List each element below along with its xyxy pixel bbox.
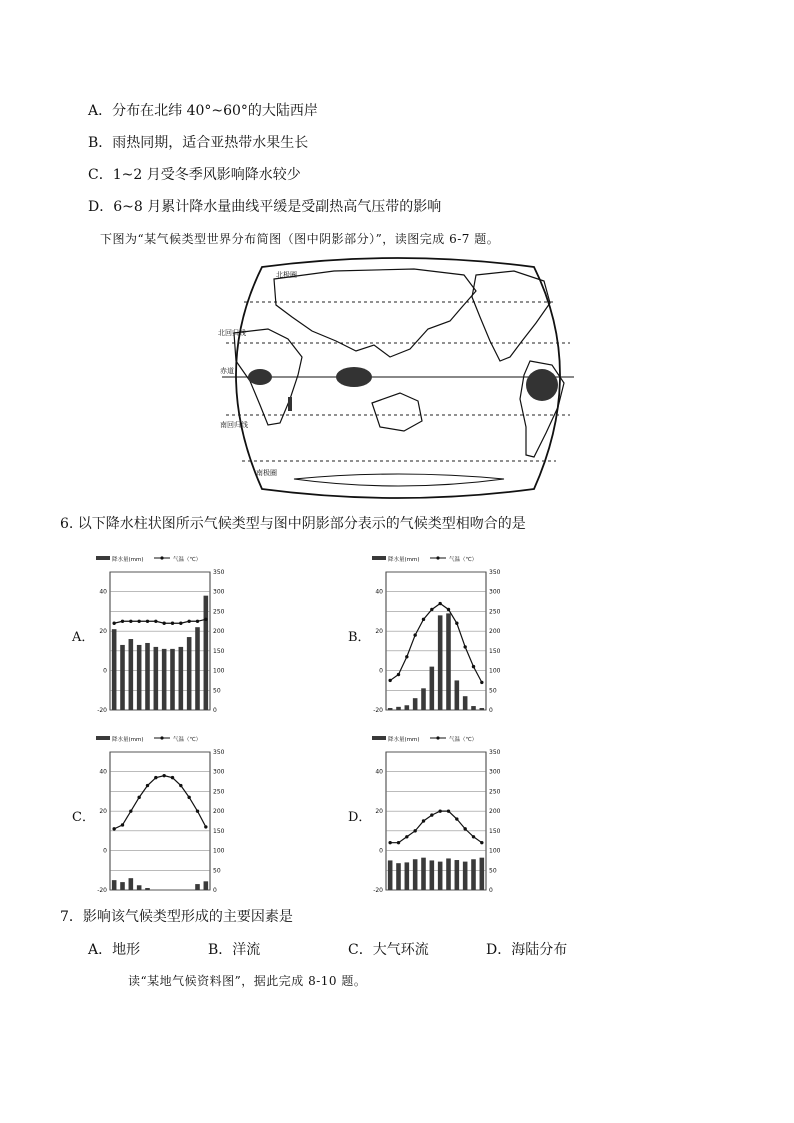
right-axis-tick-label: 250: [489, 608, 501, 616]
right-axis-tick-label: 150: [489, 647, 501, 655]
left-axis-tick-label: 40: [99, 768, 107, 776]
right-axis-tick-label: 100: [213, 847, 225, 855]
shaded-area-southeast-asia: [336, 367, 372, 387]
world-climate-map: [214, 257, 582, 500]
precip-bar: [455, 860, 460, 890]
precip-bar: [388, 708, 393, 710]
option-text: 6~8 月累计降水量曲线平缓是受副热高气压带的影响: [113, 199, 442, 215]
precip-bar: [471, 859, 476, 890]
right-axis-tick-label: 0: [213, 707, 217, 714]
left-axis-tick-label: 0: [379, 667, 383, 675]
right-axis-tick-label: 300: [213, 768, 225, 776]
option-letter: A．: [88, 103, 113, 119]
legend-precip-label: 降水量(mm): [388, 557, 420, 563]
plot-frame: [386, 752, 486, 890]
temperature-point: [137, 796, 140, 799]
precip-bar: [463, 862, 468, 890]
temperature-point: [146, 784, 149, 787]
precip-bar: [421, 858, 426, 890]
precip-bar: [145, 643, 150, 710]
precip-bar: [204, 596, 209, 710]
shaded-area-south-america: [526, 369, 558, 401]
left-axis-tick-label: 40: [375, 768, 383, 776]
q7-option-b: B．洋流: [208, 942, 261, 958]
q7-stem: 7．影响该气候类型形成的主要因素是: [60, 909, 293, 925]
temperature-point: [204, 825, 207, 828]
temperature-point: [121, 823, 124, 826]
label-antarctic: 南极圈: [256, 469, 277, 477]
temperature-point: [162, 622, 165, 625]
temperature-point: [438, 602, 441, 605]
right-axis-tick-label: 350: [213, 749, 225, 756]
right-axis-tick-label: 300: [213, 588, 225, 596]
temperature-point: [430, 608, 433, 611]
temperature-point: [171, 776, 174, 779]
right-axis-tick-label: 50: [489, 867, 497, 875]
q7-option-c: C．大气环流: [348, 942, 429, 958]
temperature-point: [112, 622, 115, 625]
q6-option-a-label: A．: [72, 630, 95, 645]
temperature-point: [187, 796, 190, 799]
plot-frame: [386, 572, 486, 710]
right-axis-tick-label: 0: [489, 707, 493, 714]
temperature-point: [472, 665, 475, 668]
right-axis-tick-label: 250: [213, 608, 225, 616]
right-axis-tick-label: 200: [489, 628, 501, 636]
precip-bar: [145, 888, 150, 890]
label-equator: 赤道: [220, 367, 234, 375]
option-letter: B．: [88, 135, 113, 151]
temperature-point: [204, 618, 207, 621]
left-axis-tick-label: -20: [373, 887, 383, 894]
q5-option-b: [88, 134, 308, 152]
temperature-point: [121, 620, 124, 623]
temperature-point: [397, 673, 400, 676]
map-frame: [236, 258, 560, 498]
precip-bar: [396, 707, 401, 710]
option-text: 分布在北纬 40°~60°的大陆西岸: [112, 103, 318, 119]
temperature-point: [480, 681, 483, 684]
precip-bar: [112, 629, 117, 710]
temperature-point: [430, 813, 433, 816]
temperature-point: [422, 618, 425, 621]
legend-temp-label: 气温（℃）: [173, 557, 202, 563]
right-axis-tick-label: 0: [213, 887, 217, 894]
left-axis-tick-label: 40: [375, 588, 383, 596]
q6-option-c-label: C．: [72, 810, 95, 825]
intro-climate-data: 读“某地气候资料图”，据此完成 8-10 题。: [128, 974, 367, 988]
temperature-point: [447, 809, 450, 812]
temperature-line: [390, 811, 482, 843]
temperature-line: [114, 619, 206, 623]
legend-temp-marker: [160, 736, 163, 739]
precip-bar: [129, 878, 134, 890]
right-axis-tick-label: 350: [213, 569, 225, 576]
precip-bar: [162, 649, 167, 710]
legend-temp-label: 气温（℃）: [449, 557, 478, 563]
precip-bar: [438, 615, 443, 710]
climate-chart-d: [364, 732, 514, 898]
temperature-point: [179, 784, 182, 787]
legend-temp-marker: [436, 736, 439, 739]
right-axis-tick-label: 350: [489, 569, 501, 576]
climate-chart-c: [88, 732, 238, 898]
temperature-point: [179, 622, 182, 625]
right-axis-tick-label: 100: [213, 667, 225, 675]
temperature-point: [447, 608, 450, 611]
temperature-point: [154, 620, 157, 623]
right-axis-tick-label: 250: [213, 788, 225, 796]
legend-temp-marker: [436, 556, 439, 559]
precip-bar: [129, 639, 134, 710]
q6-stem: 6. 以下降水柱状图所示气候类型与图中阴影部分表示的气候类型相吻合的是: [60, 516, 526, 532]
legend-precip-swatch: [372, 556, 386, 560]
temperature-point: [196, 620, 199, 623]
q7-option-d: D．海陆分布: [486, 942, 568, 958]
precip-bar: [446, 613, 451, 710]
precip-bar: [405, 862, 410, 890]
temperature-point: [463, 827, 466, 830]
left-axis-tick-label: 40: [99, 588, 107, 596]
left-axis-tick-label: 20: [99, 808, 107, 816]
temperature-point: [137, 620, 140, 623]
right-axis-tick-label: 100: [489, 847, 501, 855]
label-tropic-south: 南回归线: [220, 421, 248, 429]
q5-option-c: [88, 166, 301, 184]
left-axis-tick-label: 20: [99, 628, 107, 636]
precip-bar: [430, 860, 435, 890]
right-axis-tick-label: 250: [489, 788, 501, 796]
precip-bar: [179, 647, 184, 710]
shaded-area-africa: [248, 369, 272, 385]
option-letter: C．: [88, 167, 113, 183]
precip-bar: [413, 698, 418, 710]
precip-bar: [480, 858, 485, 890]
temperature-point: [196, 809, 199, 812]
right-axis-tick-label: 350: [489, 749, 501, 756]
left-axis-tick-label: 0: [379, 847, 383, 855]
precip-bar: [137, 885, 142, 890]
q6-option-b-label: B．: [348, 630, 371, 645]
q5-option-d: [88, 198, 441, 216]
legend-precip-swatch: [96, 556, 110, 560]
temperature-point: [463, 645, 466, 648]
left-axis-tick-label: 20: [375, 628, 383, 636]
right-axis-tick-label: 150: [213, 647, 225, 655]
temperature-line: [114, 776, 206, 829]
left-axis-tick-label: -20: [373, 707, 383, 714]
left-axis-tick-label: 0: [103, 667, 107, 675]
precip-bar: [463, 696, 468, 710]
temperature-point: [413, 829, 416, 832]
precip-bar: [195, 627, 200, 710]
precip-bar: [112, 880, 117, 890]
precip-bar: [455, 680, 460, 710]
temperature-point: [388, 841, 391, 844]
right-axis-tick-label: 200: [213, 808, 225, 816]
right-axis-tick-label: 300: [489, 768, 501, 776]
legend-precip-swatch: [96, 736, 110, 740]
climate-chart-b: [364, 552, 514, 718]
option-letter: D．: [88, 199, 114, 215]
temperature-point: [438, 809, 441, 812]
temperature-point: [187, 620, 190, 623]
temperature-point: [171, 622, 174, 625]
right-axis-tick-label: 200: [489, 808, 501, 816]
precip-bar: [413, 859, 418, 890]
temperature-point: [455, 817, 458, 820]
legend-precip-label: 降水量(mm): [388, 737, 420, 743]
temperature-point: [405, 655, 408, 658]
right-axis-tick-label: 100: [489, 667, 501, 675]
precip-bar: [388, 860, 393, 890]
left-axis-tick-label: 20: [375, 808, 383, 816]
precip-bar: [137, 645, 142, 710]
precip-bar: [120, 882, 125, 890]
precip-bar: [396, 863, 401, 890]
right-axis-tick-label: 50: [489, 687, 497, 695]
temperature-point: [129, 809, 132, 812]
temperature-point: [397, 841, 400, 844]
temperature-point: [480, 841, 483, 844]
right-axis-tick-label: 150: [213, 827, 225, 835]
legend-precip-label: 降水量(mm): [112, 557, 144, 563]
label-arctic: 北极圈: [276, 271, 297, 279]
option-text: 1~2 月受冬季风影响降水较少: [112, 167, 301, 183]
option-text: 雨热同期，适合亚热带水果生长: [112, 135, 309, 151]
precip-bar: [446, 858, 451, 890]
legend-precip-label: 降水量(mm): [112, 737, 144, 743]
right-axis-tick-label: 150: [489, 827, 501, 835]
right-axis-tick-label: 300: [489, 588, 501, 596]
temperature-point: [146, 620, 149, 623]
precip-bar: [421, 688, 426, 710]
left-axis-tick-label: -20: [97, 887, 107, 894]
precip-bar: [120, 645, 125, 710]
climate-chart-a: [88, 552, 238, 718]
q5-option-a: [88, 102, 318, 120]
temperature-point: [405, 835, 408, 838]
left-axis-tick-label: 0: [103, 847, 107, 855]
shaded-area-madagascar: [288, 397, 292, 411]
right-axis-tick-label: 50: [213, 687, 221, 695]
legend-temp-marker: [160, 556, 163, 559]
precip-bar: [170, 649, 175, 710]
legend-temp-label: 气温（℃）: [449, 737, 478, 743]
precip-bar: [480, 708, 485, 710]
temperature-point: [112, 827, 115, 830]
precip-bar: [430, 667, 435, 710]
precip-bar: [195, 884, 200, 890]
precip-bar: [438, 862, 443, 890]
legend-precip-swatch: [372, 736, 386, 740]
q7-option-a: A．地形: [88, 942, 141, 958]
precip-bar: [204, 881, 209, 890]
legend-temp-label: 气温（℃）: [173, 737, 202, 743]
temperature-point: [154, 776, 157, 779]
precip-bar: [187, 637, 192, 710]
label-tropic-north: 北回归线: [218, 329, 246, 337]
precip-bar: [471, 706, 476, 710]
left-axis-tick-label: -20: [97, 707, 107, 714]
temperature-point: [422, 819, 425, 822]
intro-map-instruction: 下图为“某气候类型世界分布简图（图中阴影部分）”，读图完成 6-7 题。: [100, 232, 500, 246]
plot-frame: [110, 572, 210, 710]
temperature-point: [388, 679, 391, 682]
temperature-point: [413, 633, 416, 636]
right-axis-tick-label: 0: [489, 887, 493, 894]
precip-bar: [405, 705, 410, 710]
q6-option-d-label: D．: [348, 810, 372, 825]
temperature-point: [455, 622, 458, 625]
right-axis-tick-label: 50: [213, 867, 221, 875]
temperature-point: [472, 835, 475, 838]
precip-bar: [154, 647, 159, 710]
right-axis-tick-label: 200: [213, 628, 225, 636]
temperature-point: [162, 774, 165, 777]
temperature-point: [129, 620, 132, 623]
